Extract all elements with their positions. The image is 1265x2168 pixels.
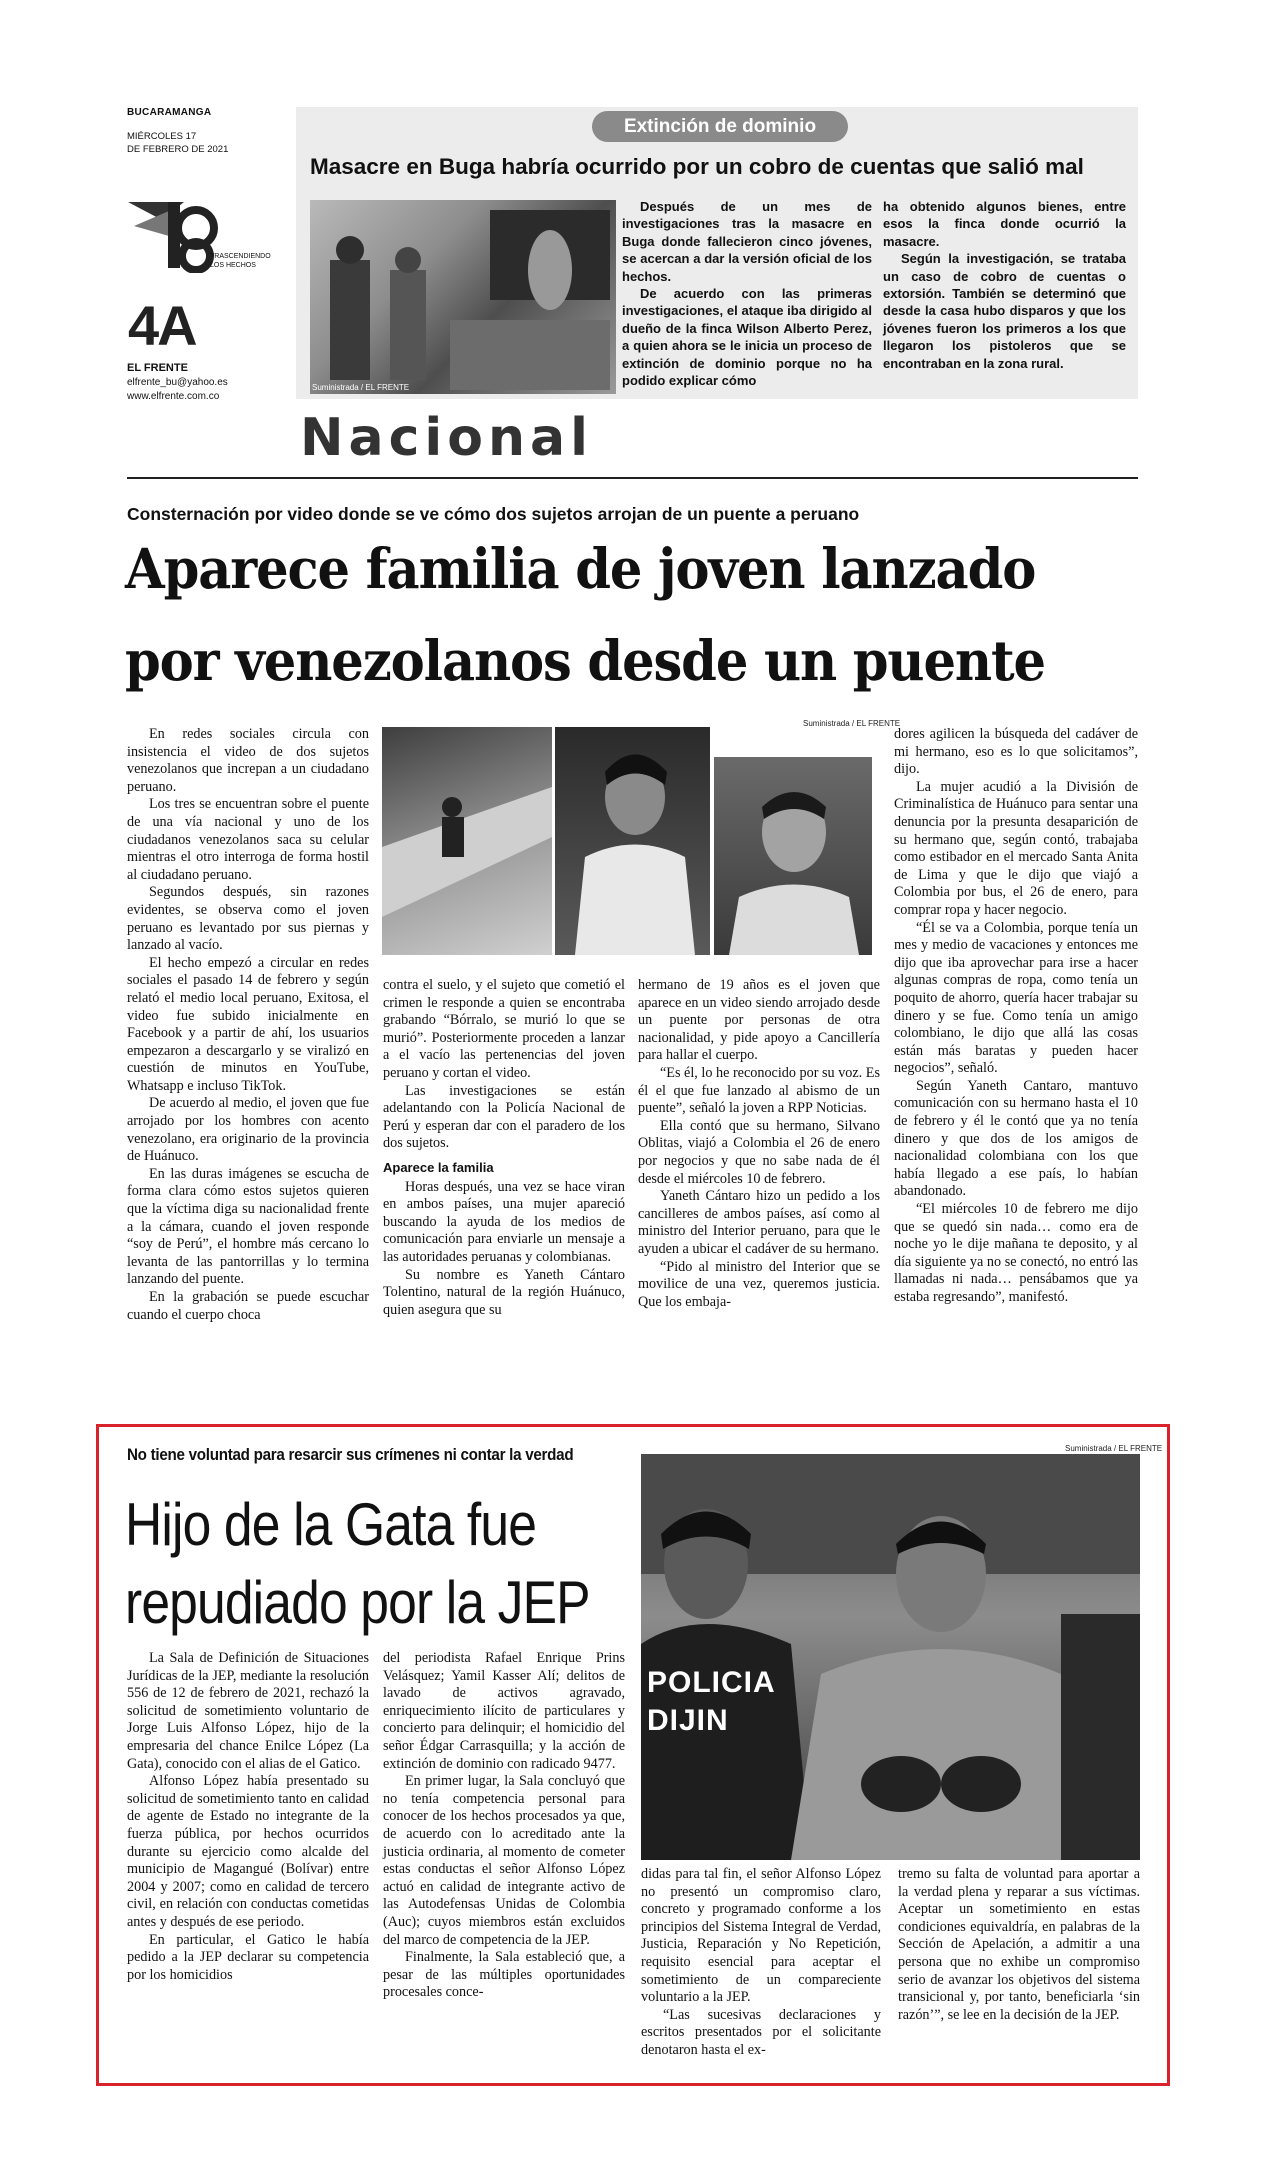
second-col2-p3: Finalmente, la Sala estableció que, a pesar de las múltiples oportunidades procesales conce- xyxy=(383,1949,625,2001)
second-headline-2: repudiado por la JEP xyxy=(125,1569,590,1636)
top-col2-p2: Según la investigación, se trataba un caso de cobro de cuentas o extorsión. También se determinó que desde la casa hubo disparos y que los jóvenes fueron los primeros a los que llegaron los pistoleros que se encontraban en la zona rural. xyxy=(883,251,1126,371)
section-rule xyxy=(127,477,1138,479)
main-col-1 xyxy=(127,726,369,1324)
main-subhead: Aparece la familia xyxy=(383,1159,494,1175)
second-col4-p1: tremo su falta de voluntad para aportar a la verdad plena y reparar a sus víctimas. Aceptar un sometimiento en estas condiciones equivaldría, en palabras de la Sección de Apelación, a admitir a una persona que no exhibe un compromiso serio de avanzar los objetivos del sistema transicional y, por tanto, beneficiarla ‘sin razón’”, se lee en la decisión de la JEP. xyxy=(898,1866,1140,2023)
main-col3-p3: Ella contó que su hermano, Silvano Oblitas, viajó a Colombia el 26 de enero por negocios y que no sabe nada de él desde el miércoles 10 de febrero. xyxy=(638,1117,880,1187)
main-col4-p3: “Él se va a Colombia, porque tenía un mes y medio de vacaciones y entonces me dijo que iba aprovechar para irse a hacer algunas compras de ropa, como tenía un poquito de ahorro, quería hacer trabajar su dinero y se fue. Como tenía un amigo colombiano, le dijo que allá las cosas están más baratas y pueden hacer negocios”, señaló. xyxy=(894,919,1138,1077)
top-col2-p1: ha obtenido algunos bienes, entre esos la finca donde ocurrió la masacre. xyxy=(883,199,1126,249)
main-col1-p5: De acuerdo al medio, el joven que fue arrojado por los hombres con acento venezolano, era originario de la provincia de Huánuco. xyxy=(127,1095,369,1165)
section-title-text: Nacional xyxy=(300,408,593,468)
second-col-1 xyxy=(127,1650,369,1984)
main-col1-p3: Segundos después, sin razones evidentes, se observa como el joven peruano es levantado por sus piernas y lanzado al vacío. xyxy=(127,884,369,954)
top-story-photo xyxy=(310,200,616,394)
second-col1-p1: La Sala de Definición de Situaciones Jurídicas de la JEP, mediante la resolución 556 de 12 de febrero de 2021, rechazó la solicitud de sometimiento voluntario de Jorge Luis Alfonso López, hijo de la empresaria del chance Enilce López (La Gata), conocido con el alias de el Gatico. xyxy=(127,1650,369,1772)
top-story-col-1 xyxy=(622,198,872,389)
second-photo-arrest xyxy=(641,1454,1140,1860)
main-col2-p1: contra el suelo, y el sujeto que cometió el crimen le responde a quien se encontraba grabando “Bórralo, se murió lo que se murió”. Posteriormente proceden a lanzar a el vacío las pertenencias del joven peruano y cortan el video. xyxy=(383,977,625,1081)
contact-email: elfrente_bu@yahoo.es xyxy=(127,377,228,388)
section-title xyxy=(300,410,593,466)
main-col-2 xyxy=(383,977,625,1319)
main-col4-p2: La mujer acudió a la División de Criminalística de Huánuco para sentar una denuncia por la presunta desaparición de su hermano que, según contó, trabajaba como estibador en el mercado Santa Anita de Lima y que le dijo que viajó a Colombia por bus, el 26 de enero, para comprar ropa y hacer negocio. xyxy=(894,778,1138,918)
second-col2-p2: En primer lugar, la Sala concluyó que no tenía competencia personal para conocer de los hechos procesados ya que, de acuerdo con lo acreditado ante la justicia ordinaria, al momento de cometer estas conductas el señor Alfonso López actuó en calidad de integrante activo de las Autodefensas Unidas de Colombia (Auc); cuyos miembros están excluidos del marco de competencia de la JEP. xyxy=(383,1773,625,1948)
main-col3-p2: “Es él, lo he reconocido por su voz. Es él el que fue lanzado al abismo de un puente”, señaló la joven a RPP Noticias. xyxy=(638,1064,880,1117)
main-headline-1: Aparece familia de joven lanzado xyxy=(125,536,1036,601)
main-col4-p4: Según Yaneth Cantaro, mantuvo comunicación con su hermano hasta el 10 de febrero y él le contó que ya no tenía dinero y que dos de los amigos de nacionalidad colombiana con los que había llegado a ese país, lo habían abandonado. xyxy=(894,1077,1138,1200)
main-col2-p3: Horas después, una vez se hace viran en ambos países, una mujer apareció buscando la ayuda de los medios de comunicación para enviarle un mensaje a las autoridades peruanas y colombianas. xyxy=(383,1178,625,1265)
second-col-2 xyxy=(383,1650,625,2002)
main-kicker: Consternación por video donde se ve cómo dos sujetos arrojan de un puente a peruano xyxy=(127,504,860,524)
main-photo-bridge xyxy=(382,727,552,955)
date-line-2: DE FEBRERO DE 2021 xyxy=(127,144,229,155)
top-story-col-2 xyxy=(883,198,1126,372)
main-col1-p7: En la grabación se puede escuchar cuando el cuerpo choca xyxy=(127,1289,369,1323)
main-col2-p4: Su nombre es Yaneth Cántaro Tolentino, natural de la región Huánuco, quien asegura que su xyxy=(383,1266,625,1318)
second-headline-1: Hijo de la Gata fue xyxy=(125,1491,537,1558)
logo-tagline-1: TRASCENDIENDO xyxy=(210,253,271,260)
second-photo-credit: Suministrada / EL FRENTE xyxy=(1065,1444,1163,1453)
police-vest-text-2: DIJIN xyxy=(647,1704,729,1737)
second-col1-p3: En particular, el Gatico le había pedido a la JEP declarar su competencia por los homicidios xyxy=(127,1931,369,1983)
main-col-4 xyxy=(894,726,1138,1307)
main-col4-p5: “El miércoles 10 de febrero me dijo que se quedó sin nada… como era de noche yo le dije mañana te deposito, y al día siguiente ya no se conectó, no entró las llamadas ni nada… pensábamos que ya estaba regresando”, manifestó. xyxy=(894,1201,1138,1305)
topic-tag xyxy=(592,111,848,142)
main-photo-credit: Suministrada / EL FRENTE xyxy=(803,719,901,728)
second-col2-p1: del periodista Rafael Enrique Prins Velásquez; Yamil Kasser Alí; delitos de lavado de activos agravado, enriquecimiento ilícito de particulares y concierto para delinquir; el homicidio del señor Édgar Carrasquilla; y la acción de extinción de dominio con radicado 9477. xyxy=(383,1650,625,1772)
main-col3-p1: hermano de 19 años es el joven que aparece en un video siendo arrojado desde un puente por personas de otra nacionalidad, y pide apoyo a Cancillería para hallar el cuerpo. xyxy=(638,977,880,1064)
main-photo-suspect-1 xyxy=(555,727,710,955)
page-number: 4A xyxy=(128,294,196,357)
main-col2-p2: Las investigaciones se están adelantando con la Policía Nacional de Perú y esperan dar con el paradero de los dos sujetos. xyxy=(383,1082,625,1152)
logo-tagline-2: LOS HECHOS xyxy=(210,262,256,269)
contact-website: www.elfrente.com.co xyxy=(127,391,220,402)
city-label: BUCARAMANGA xyxy=(127,107,212,118)
top-col1-p1: Después de un mes de investigaciones tras la masacre en Buga donde fallecieron cinco jóvenes, se acercan a dar la versión oficial de los hechos. xyxy=(622,199,872,284)
second-col-3 xyxy=(641,1866,881,2060)
second-col3-p2: “Las sucesivas declaraciones y escritos presentados por el solicitante denotaron hasta el ex- xyxy=(641,2006,881,2058)
main-photo-suspect-2 xyxy=(714,757,872,955)
main-col1-p1: En redes sociales circula con insistencia el video de dos sujetos venezolanos que increpan a un ciudadano peruano. xyxy=(127,726,369,795)
main-col1-p6: En las duras imágenes se escucha de forma clara cómo estos sujetos quieren que la víctima diga su nacionalidad frente a la cámara, cuando el joven responde “soy de Perú”, el hombre más cercano lo levanta de las pantorrillas y lo termina lanzando del puente. xyxy=(127,1165,369,1288)
main-col3-p5: “Pido al ministro del Interior que se movilice de una vez, queremos justicia. Que los embaja- xyxy=(638,1258,880,1310)
second-col-4 xyxy=(898,1866,1140,2024)
second-kicker: No tiene voluntad para resarcir sus crímenes ni contar la verdad xyxy=(127,1446,574,1464)
second-col3-p1: didas para tal fin, el señor Alfonso López no presentó un compromiso claro, concreto y programado conforme a los principios del Sistema Integral de Verdad, Justicia, Reparación y No Repetición, requisito esencial para aceptar el sometimiento de un compareciente voluntario a la JEP. xyxy=(641,1866,881,2006)
main-col4-p1: dores agilicen la búsqueda del cadáver de mi hermano, eso es lo que solicitamos”, dijo. xyxy=(894,726,1138,778)
top-story-title: Masacre en Buga habría ocurrido por un cobro de cuentas que salió mal xyxy=(310,154,1084,179)
topic-tag-label: Extinción de dominio xyxy=(623,116,817,137)
main-col1-p2: Los tres se encuentran sobre el puente de una vía nacional y uno de los ciudadanos venezolanos saca su celular mientras el otro interroga de forma hostil al ciudadano peruano. xyxy=(127,796,369,883)
top-photo-credit: Suministrada / EL FRENTE xyxy=(312,383,410,392)
main-col3-p4: Yaneth Cántaro hizo un pedido a los cancilleres de ambos países, así como al ministro del Interior peruano, para que le ayuden a ubicar el cadáver de su hermano. xyxy=(638,1188,880,1257)
main-col1-p4: El hecho empezó a circular en redes sociales el pasado 14 de febrero y según relató el medio local peruano, Exitosa, el video fue subido inicialmente en Facebook y a partir de ahí, los usuarios empezaron a descargarlo y se viralizó en cuestión de minutos en YouTube, Whatsapp e incluso TikTok. xyxy=(127,954,369,1094)
main-headline-2: por venezolanos desde un puente xyxy=(125,628,1045,693)
paper-name: EL FRENTE xyxy=(127,362,188,374)
date-line-1: MIÉRCOLES 17 xyxy=(127,131,197,142)
police-vest-text: POLICIA xyxy=(647,1666,776,1699)
top-col1-p2: De acuerdo con las primeras investigaciones, el ataque iba dirigido al dueño de la finca Wilson Alberto Perez, a quien ahora se le inicia un proceso de extinción de dominio porque no ha podido explicar cómo xyxy=(622,286,872,389)
second-col1-p2: Alfonso López había presentado su solicitud de sometimiento tanto en calidad de agente de Estado no integrante de la fuerza pública, por hechos ocurridos durante su ejercicio como alcalde del municipio de Magangué (Bolívar) entre 2004 y 2007; como en calidad de tercero civil, en relación con conductas cometidas antes y después de ese periodo. xyxy=(127,1773,369,1930)
main-col-3 xyxy=(638,977,880,1311)
